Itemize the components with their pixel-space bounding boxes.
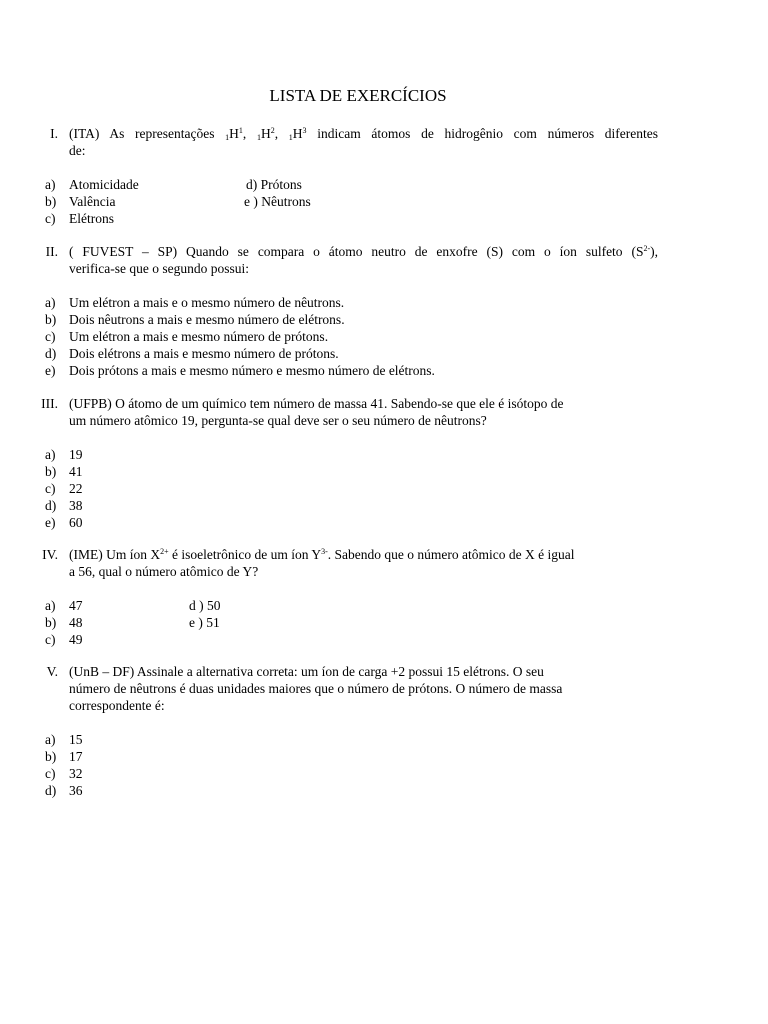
question-text-line: correspondente é: [69, 698, 165, 713]
question-5 [0, 663, 768, 799]
answer-option [0, 631, 768, 648]
option-text: 36 [69, 783, 83, 798]
option-label: d) [45, 783, 57, 798]
option-text: Um elétron a mais e o mesmo número de nêutrons. [69, 295, 345, 310]
option-label: d) [45, 346, 57, 361]
option-label: c) [45, 481, 56, 496]
question-text-line: ( FUVEST – SP) Quando se compara o átomo neutro de enxofre (S) com o íon sulfeto $(S^{2-})$, [69, 244, 658, 259]
option-text: 38 [69, 498, 83, 513]
question-number: V. [46, 664, 58, 679]
option-text: d) Prótons [246, 177, 302, 192]
option-text: Dois nêutrons a mais e mesmo número de elétrons. [69, 312, 345, 327]
answer-option [0, 514, 768, 531]
option-label: e) [45, 363, 56, 378]
option-label: a) [45, 732, 56, 747]
page-title: LISTA DE EXERCÍCIOS [269, 86, 447, 105]
answer-option [0, 748, 768, 765]
answer-option [0, 311, 768, 328]
option-label: a) [45, 177, 56, 192]
option-label: a) [45, 295, 56, 310]
answer-option [0, 193, 768, 210]
question-2 [0, 243, 768, 379]
option-label: a) [45, 447, 56, 462]
answer-option [0, 731, 768, 748]
option-label: a) [45, 598, 56, 613]
answer-option [0, 345, 768, 362]
option-label: b) [45, 312, 57, 327]
option-label: c) [45, 632, 56, 647]
question-text-line: um número atômico 19, pergunta-se qual deve ser o seu número de nêutrons? [69, 413, 487, 428]
answer-option [0, 463, 768, 480]
option-text: 41 [69, 464, 83, 479]
answer-option [0, 210, 768, 227]
answer-option [0, 765, 768, 782]
option-text: Dois prótons a mais e mesmo número e mesmo número de elétrons. [69, 363, 435, 378]
option-text: 15 [69, 732, 83, 747]
question-text-line: (ITA) As representações $_1H^1$, $_1H^2$, $_1H^3$ indicam átomos de hidrogênio com números diferentes [69, 126, 659, 142]
question-text-line: (UnB – DF) Assinale a alternativa correta: um íon de carga +2 possui 15 elétrons. O seu [69, 664, 544, 679]
option-label: e) [45, 515, 56, 530]
question-text-line: a 56, qual o número atômico de Y? [69, 564, 259, 579]
option-label: d) [45, 498, 57, 513]
answer-option [0, 782, 768, 799]
option-label: b) [45, 749, 57, 764]
answer-option [0, 176, 768, 193]
question-1 [0, 125, 768, 227]
answer-option [0, 597, 768, 614]
option-text: Um elétron a mais e mesmo número de prótons. [69, 329, 329, 344]
option-label: b) [45, 615, 57, 630]
option-text: 48 [69, 615, 83, 630]
question-number: IV. [42, 547, 58, 562]
option-text: 22 [69, 481, 83, 496]
option-label: c) [45, 766, 56, 781]
question-text-line: (IME) Um íon $X^{2+}$ é isoeletrônico de um íon $Y^{3-}$. Sabendo que o número atômico de X é igual [69, 547, 575, 562]
question-number: I. [50, 126, 58, 141]
option-text: Valência [69, 194, 116, 209]
answer-option [0, 362, 768, 379]
option-text: 32 [69, 766, 83, 781]
question-text-line: número de nêutrons é duas unidades maiores que o número de prótons. O número de massa [69, 681, 563, 696]
option-text: 60 [69, 515, 83, 530]
option-text: 47 [69, 598, 83, 613]
option-label: b) [45, 194, 57, 209]
answer-option [0, 446, 768, 463]
question-text-line: verifica-se que o segundo possui: [69, 261, 249, 276]
question-text-line: de: [69, 143, 86, 158]
question-3 [0, 395, 768, 531]
option-text: Atomicidade [69, 177, 139, 192]
option-text: 49 [69, 632, 83, 647]
option-label: b) [45, 464, 57, 479]
option-text: d ) 50 [189, 598, 221, 613]
option-text: e ) Nêutrons [244, 194, 311, 209]
option-text: 17 [69, 749, 83, 764]
answer-option [0, 294, 768, 311]
question-text-line: (UFPB) O átomo de um químico tem número de massa 41. Sabendo-se que ele é isótopo de [69, 396, 564, 411]
answer-option [0, 480, 768, 497]
option-label: c) [45, 211, 56, 226]
answer-option [0, 328, 768, 345]
option-text: 19 [69, 447, 83, 462]
question-number: II. [45, 244, 58, 259]
option-text: Dois elétrons a mais e mesmo número de prótons. [69, 346, 339, 361]
option-text: e ) 51 [189, 615, 220, 630]
answer-option [0, 614, 768, 631]
option-text: Elétrons [69, 211, 114, 226]
option-label: c) [45, 329, 56, 344]
question-number: III. [41, 396, 58, 411]
question-4 [0, 546, 768, 648]
answer-option [0, 497, 768, 514]
